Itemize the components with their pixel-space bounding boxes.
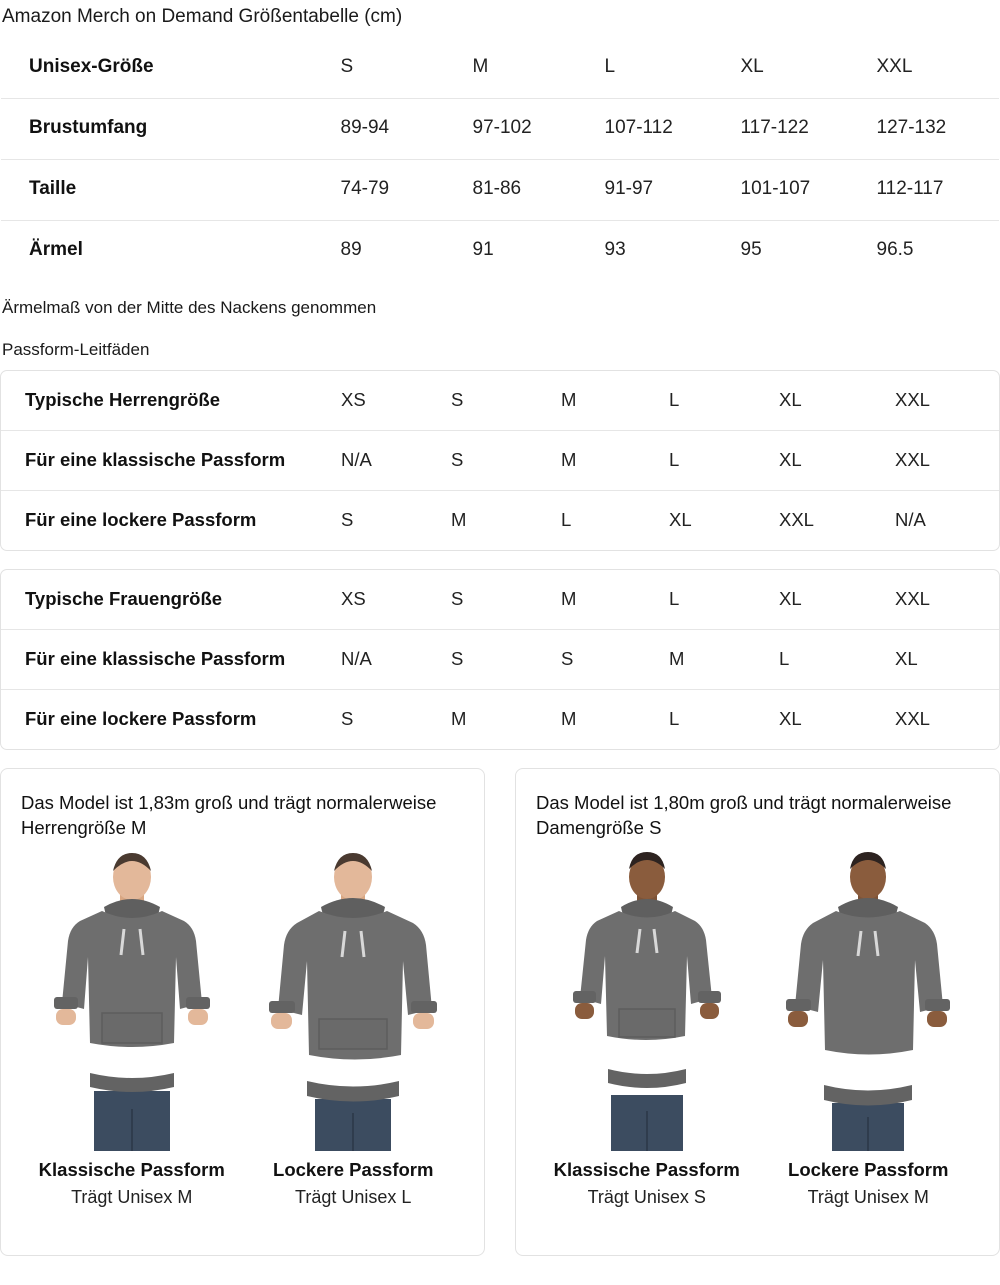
- cell-value: 89: [340, 239, 362, 261]
- cell-value: XXL: [779, 509, 814, 531]
- cell-value: 112-117: [876, 178, 944, 200]
- model-description: Das Model ist 1,80m groß und trägt normalerweise Damengröße S: [536, 791, 952, 838]
- male-classic-fit-figure: [32, 851, 232, 1151]
- cell-value: M: [561, 389, 577, 411]
- cell-value: XXL: [895, 449, 930, 471]
- cell-value: L: [779, 648, 790, 670]
- womens-fit-table: [0, 569, 1000, 750]
- table-row: [1, 570, 999, 630]
- table-row: [1, 98, 1000, 159]
- cell-value: M: [451, 509, 467, 531]
- female-classic-fit-caption: [547, 1159, 747, 1208]
- sleeve-measure-note: Ärmelmaß von der Mitte des Nackens genommen: [2, 297, 377, 317]
- cell-value: 74-79: [340, 178, 390, 200]
- row-label: Unisex-Größe: [29, 56, 154, 78]
- wears-label: Trägt Unisex L: [295, 1186, 412, 1207]
- cell-value: XXL: [876, 56, 913, 78]
- cell-value: S: [341, 708, 354, 730]
- cell-value: 101-107: [740, 178, 811, 200]
- table-row: [1, 629, 999, 689]
- cell-value: 107-112: [604, 117, 673, 139]
- row-label: Typische Herrengröße: [25, 389, 220, 411]
- cell-value: L: [669, 708, 680, 730]
- row-label: Typische Frauengröße: [25, 588, 223, 610]
- cell-value: L: [561, 509, 572, 531]
- table-row: [1, 689, 999, 749]
- cell-value: XXL: [895, 588, 930, 610]
- cell-value: 97-102: [472, 117, 532, 139]
- row-label: Für eine lockere Passform: [25, 509, 257, 531]
- fit-guides-heading: Passform-Leitfäden: [2, 339, 150, 359]
- male-relaxed-fit-caption: [253, 1159, 453, 1208]
- cell-value: N/A: [341, 648, 372, 670]
- page-title: Amazon Merch on Demand Größentabelle (cm): [2, 6, 403, 27]
- row-label: Für eine klassische Passform: [25, 449, 286, 471]
- row-label: Taille: [29, 178, 77, 200]
- cell-value: 117-122: [740, 117, 809, 139]
- size-table: [0, 37, 1000, 282]
- cell-value: M: [561, 588, 577, 610]
- model-cards: [0, 768, 1000, 1256]
- fit-label: Lockere Passform: [273, 1158, 434, 1180]
- fit-label: Klassische Passform: [553, 1158, 740, 1180]
- cell-value: XXL: [895, 708, 930, 730]
- cell-value: N/A: [895, 509, 926, 531]
- cell-value: L: [669, 588, 680, 610]
- cell-value: 81-86: [472, 178, 522, 200]
- cell-value: 127-132: [876, 117, 947, 139]
- cell-value: XS: [341, 389, 366, 411]
- male-relaxed-fit-figure: [253, 851, 453, 1151]
- cell-value: M: [561, 708, 577, 730]
- table-row: [1, 220, 1000, 281]
- cell-value: 89-94: [340, 117, 390, 139]
- cell-value: XL: [740, 56, 764, 78]
- cell-value: M: [472, 56, 489, 78]
- female-classic-fit-figure: [547, 851, 747, 1151]
- fit-label: Klassische Passform: [38, 1158, 225, 1180]
- table-row: [1, 490, 999, 550]
- table-row: [1, 37, 1000, 98]
- female-relaxed-fit-caption: [768, 1159, 968, 1208]
- row-label: Ärmel: [29, 239, 83, 261]
- table-row: [1, 371, 999, 431]
- cell-value: 91-97: [604, 178, 654, 200]
- cell-value: XXL: [895, 389, 930, 411]
- cell-value: L: [604, 56, 616, 78]
- cell-value: S: [341, 509, 354, 531]
- female-relaxed-fit-figure: [768, 851, 968, 1151]
- model-description: Das Model ist 1,83m groß und trägt normalerweise Herrengröße M: [21, 791, 437, 838]
- cell-value: XL: [779, 389, 802, 411]
- table-row: [1, 430, 999, 490]
- table-row: [1, 159, 1000, 220]
- cell-value: XL: [669, 509, 692, 531]
- row-label: Brustumfang: [29, 117, 148, 139]
- cell-value: XL: [779, 708, 802, 730]
- cell-value: XL: [895, 648, 918, 670]
- cell-value: M: [669, 648, 685, 670]
- cell-value: S: [340, 56, 354, 78]
- cell-value: M: [561, 449, 577, 471]
- cell-value: 93: [604, 239, 626, 261]
- wears-label: Trägt Unisex M: [807, 1186, 929, 1207]
- female-model-card: [515, 768, 1000, 1256]
- cell-value: N/A: [341, 449, 372, 471]
- cell-value: XL: [779, 449, 802, 471]
- row-label: Für eine lockere Passform: [25, 708, 257, 730]
- cell-value: 96.5: [876, 239, 914, 261]
- cell-value: 95: [740, 239, 762, 261]
- cell-value: 91: [472, 239, 494, 261]
- cell-value: S: [451, 588, 464, 610]
- fit-label: Lockere Passform: [788, 1158, 949, 1180]
- wears-label: Trägt Unisex S: [587, 1186, 706, 1207]
- cell-value: L: [669, 449, 680, 471]
- cell-value: XL: [779, 588, 802, 610]
- wears-label: Trägt Unisex M: [71, 1186, 193, 1207]
- cell-value: L: [669, 389, 680, 411]
- mens-fit-table: [0, 370, 1000, 551]
- male-model-card: [0, 768, 485, 1256]
- cell-value: XS: [341, 588, 366, 610]
- cell-value: S: [561, 648, 574, 670]
- male-classic-fit-caption: [32, 1159, 232, 1208]
- cell-value: S: [451, 449, 464, 471]
- cell-value: S: [451, 648, 464, 670]
- cell-value: M: [451, 708, 467, 730]
- row-label: Für eine klassische Passform: [25, 648, 286, 670]
- cell-value: S: [451, 389, 464, 411]
